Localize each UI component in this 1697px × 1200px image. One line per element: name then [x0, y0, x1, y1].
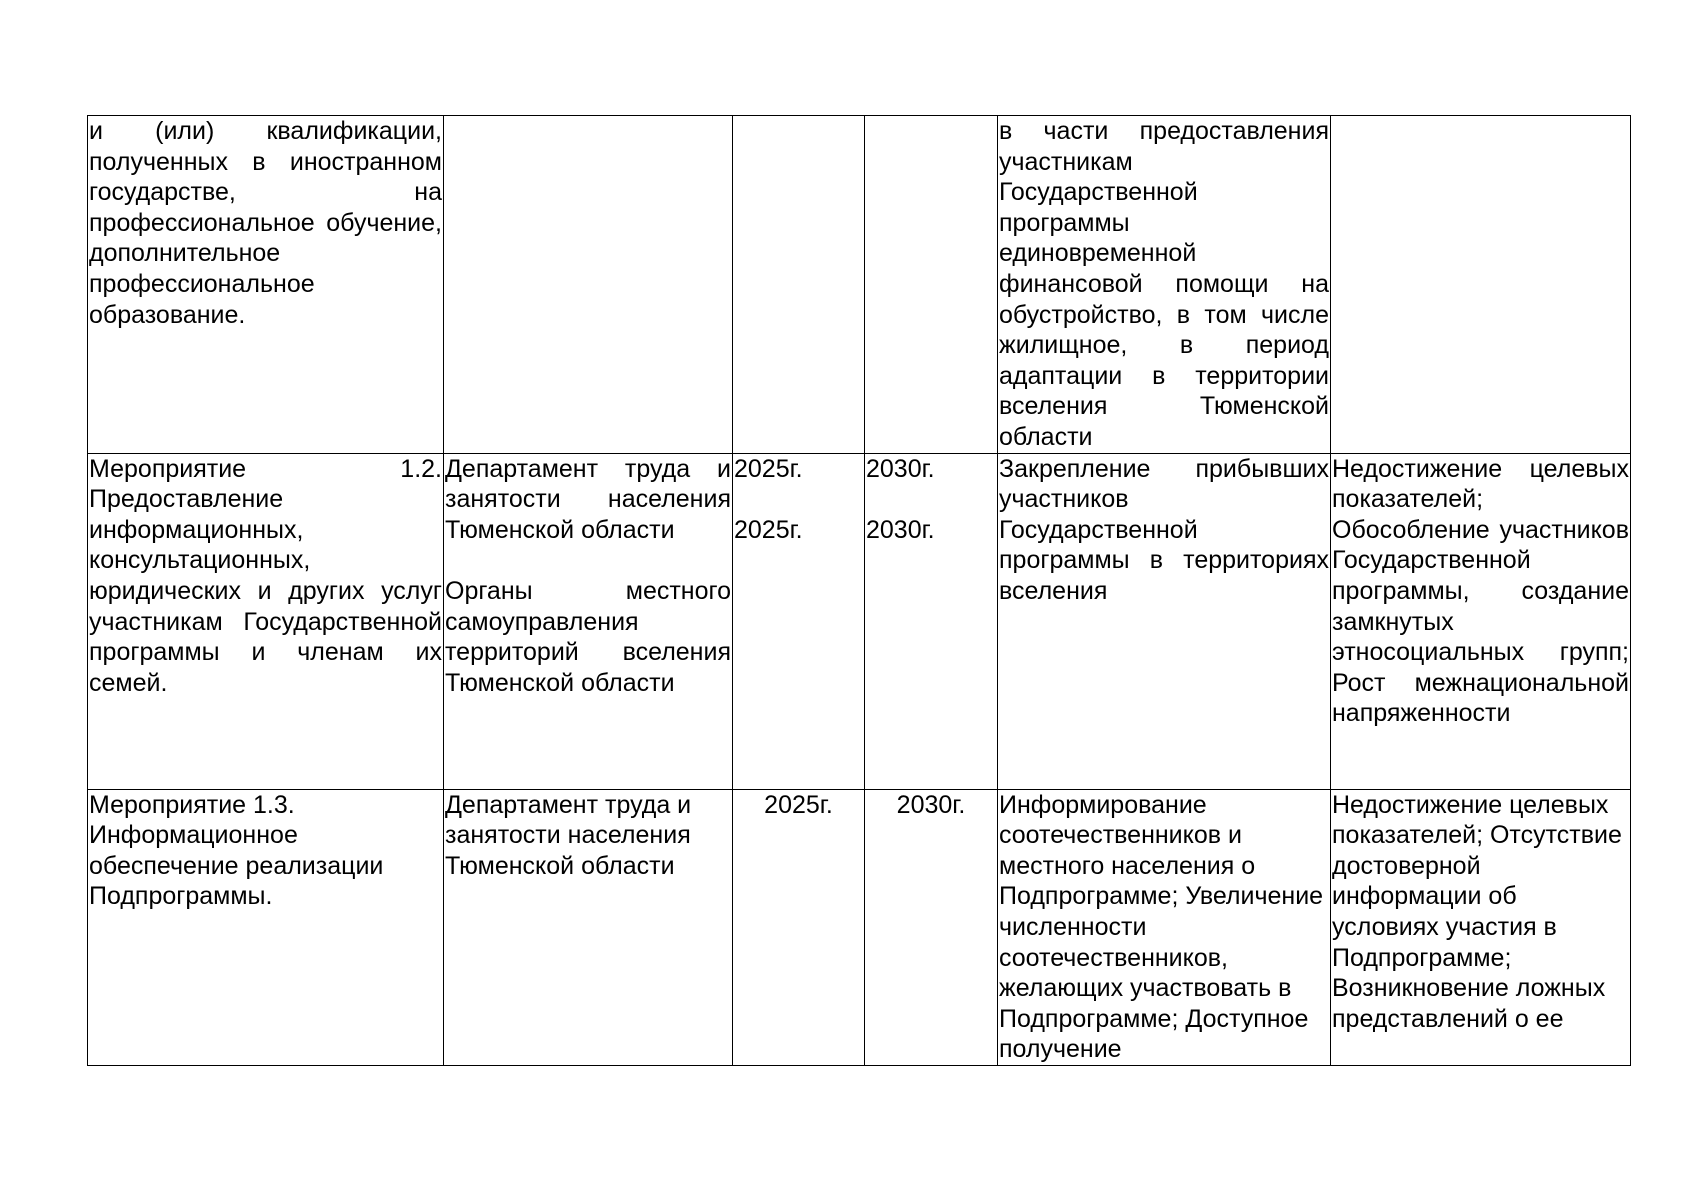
cell-responsible	[444, 453, 733, 789]
cell-end	[865, 453, 998, 789]
cell-responsible	[444, 116, 733, 454]
cell-end	[865, 116, 998, 454]
cell-risk	[1331, 789, 1631, 1065]
cell-start	[733, 116, 865, 454]
risk-text: Недостижение целевых показателей; Обособление участников Государственной программы, создание замкнутых этносоциальных групп; Рост межнациональной напряженности	[1332, 454, 1629, 728]
spacer	[445, 545, 731, 576]
cell-result	[998, 116, 1331, 454]
cell-start	[733, 453, 865, 789]
cell-activity	[88, 453, 444, 789]
result-text: Закрепление прибывших участников Государственной программы в территориях вселения	[999, 454, 1329, 605]
start-secondary: 2025г.	[734, 515, 803, 544]
table-row	[88, 116, 1631, 454]
end-secondary: 2030г.	[866, 515, 935, 544]
end-primary: 2030г.	[866, 454, 935, 483]
cell-result	[998, 453, 1331, 789]
cell-risk	[1331, 116, 1631, 454]
table-row	[88, 789, 1631, 1065]
spacer	[734, 484, 863, 515]
responsible-secondary: Органы местного самоуправления территорий вселения Тюменской области	[445, 576, 731, 697]
activities-table	[87, 115, 1631, 1066]
cell-risk	[1331, 453, 1631, 789]
table-row	[88, 453, 1631, 789]
risk-text: Недостижение целевых показателей; Отсутствие достоверной информации об условиях участия в Подпрограмме; Возникновение ложных представлений о ее	[1332, 790, 1622, 1033]
end-primary: 2030г.	[896, 790, 966, 819]
activity-text: и (или) квалификации, полученных в иностранном государстве, на профессиональное обучение, дополнительное профессиональное образование.	[89, 117, 442, 329]
cell-end	[865, 789, 998, 1065]
responsible-primary: Департамент труда и занятости населения Тюменской области	[445, 790, 692, 880]
cell-activity	[88, 789, 444, 1065]
result-text: Информирование соотечественников и местного населения о Подпрограмме; Увеличение численности соотечественников, желающих участвовать в Подпрограмме; Доступное получение	[999, 790, 1324, 1064]
activity-text: Мероприятие 1.3. Информационное обеспечение реализации Подпрограммы.	[89, 790, 384, 911]
cell-responsible	[444, 789, 733, 1065]
cell-activity	[88, 116, 444, 454]
result-text: в части предоставления участникам Государственной программы единовременной финансовой помощи на обустройство, в том числе жилищное, в период адаптации в территории вселения Тюменской области	[999, 117, 1329, 451]
responsible-primary: Департамент труда и занятости населения Тюменской области	[445, 454, 731, 544]
spacer	[866, 484, 996, 515]
activity-text: Мероприятие 1.2. Предоставление информационных, консультационных, юридических и других услуг участникам Государственной программы и членам их семей.	[89, 454, 442, 697]
start-primary: 2025г.	[734, 454, 803, 483]
cell-result	[998, 789, 1331, 1065]
start-primary: 2025г.	[764, 790, 833, 819]
cell-start	[733, 789, 865, 1065]
